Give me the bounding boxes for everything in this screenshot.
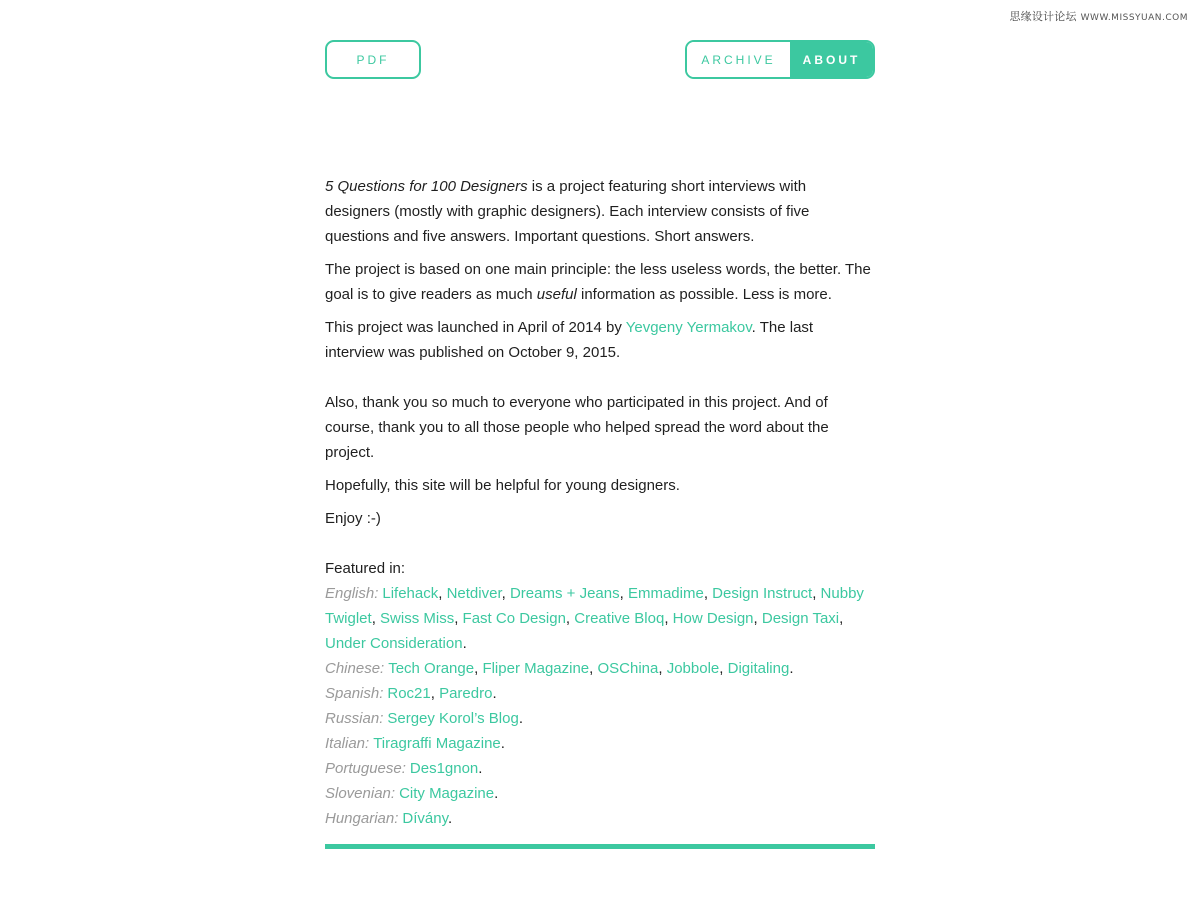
project-title: 5 Questions for 100 Designers — [325, 178, 528, 195]
featured-outlet-link[interactable]: Paredro — [439, 685, 493, 702]
pdf-button[interactable]: PDF — [325, 40, 421, 79]
featured-outlet-link[interactable]: Swiss Miss — [380, 610, 455, 627]
featured-outlet-link[interactable]: Lifehack — [382, 585, 439, 602]
hope-paragraph: Hopefully, this site will be helpful for young designers. — [325, 477, 680, 494]
featured-section — [325, 556, 875, 831]
featured-outlet-link[interactable]: Under Consideration — [325, 635, 463, 652]
watermark-text: 思缘设计论坛 — [1009, 10, 1077, 23]
featured-outlet-link[interactable]: Fliper Magazine — [482, 660, 590, 677]
bottom-divider — [325, 844, 875, 849]
featured-row: Italian: Tiragraffi Magazine. — [325, 735, 505, 752]
useful-emphasis: useful — [536, 286, 577, 303]
top-navigation — [325, 40, 875, 79]
watermark — [1009, 8, 1188, 24]
featured-row: Hungarian: Dívány. — [325, 810, 453, 827]
featured-language: English: — [325, 585, 379, 602]
featured-outlet-link[interactable]: Tiragraffi Magazine — [373, 735, 501, 752]
launch-paragraph — [325, 315, 875, 365]
featured-outlet-link[interactable]: Fast Co Design — [462, 610, 566, 627]
featured-row: Spanish: Roc21, Paredro. — [325, 685, 497, 702]
featured-outlet-link[interactable]: Nubby Twiglet — [325, 585, 864, 627]
featured-outlet-link[interactable]: OSChina — [597, 660, 659, 677]
featured-row: Chinese: Tech Orange, Fliper Magazine, OSChina, Jobbole, Digitaling. — [325, 660, 794, 677]
featured-language: Spanish: — [325, 685, 384, 702]
featured-language: Hungarian: — [325, 810, 399, 827]
featured-outlet-link[interactable]: Tech Orange — [388, 660, 475, 677]
featured-outlet-link[interactable]: Dreams + Jeans — [509, 585, 620, 602]
launch-text-end: . The last interview was published on October 9, 2015. — [325, 319, 814, 361]
featured-outlet-link[interactable]: Roc21 — [387, 685, 431, 702]
featured-language: Portuguese: — [325, 760, 406, 777]
featured-row: English: Lifehack, Netdiver, Dreams + Jeans, Emmadime, Design Instruct, Nubby Twiglet, Swiss Miss, Fast Co Design, Creative Bloq, How Design, Design Taxi, Under Consideration. — [325, 585, 864, 652]
featured-outlet-link[interactable]: City Magazine — [399, 785, 495, 802]
enjoy-paragraph: Enjoy :-) — [325, 510, 381, 527]
featured-row: Russian: Sergey Korol’s Blog. — [325, 710, 523, 727]
featured-outlet-link[interactable]: Netdiver — [446, 585, 502, 602]
intro-paragraph-text: is a project featuring short interviews with designers (mostly with graphic designers). Each interview consists of five questions and five answers. Important questions. Short answers. — [325, 178, 810, 245]
featured-language: Chinese: — [325, 660, 385, 677]
thanks-paragraph: Also, thank you so much to everyone who participated in this project. And of course, thank you to all those people who helped spread the word about the project. — [325, 394, 829, 461]
about-content — [325, 174, 875, 831]
author-link[interactable]: Yevgeny Yermakov — [625, 319, 752, 336]
featured-outlet-link[interactable]: Digitaling — [727, 660, 790, 677]
featured-language: Slovenian: — [325, 785, 396, 802]
principle-paragraph — [325, 257, 875, 307]
intro-paragraph — [325, 174, 875, 249]
featured-language: Italian: — [325, 735, 370, 752]
featured-row: Slovenian: City Magazine. — [325, 785, 499, 802]
principle-text-end: information as possible. Less is more. — [576, 286, 832, 303]
featured-outlet-link[interactable]: Des1gnon — [409, 760, 479, 777]
tab-about[interactable]: ABOUT — [790, 42, 873, 77]
principle-text-start: The project is based on one main principle: the less useless words, the better. The goal is to give readers as much — [325, 261, 871, 303]
featured-row: Portuguese: Des1gnon. — [325, 760, 483, 777]
section-tabs — [685, 40, 875, 79]
featured-outlet-link[interactable]: Creative Bloq — [574, 610, 665, 627]
watermark-url: WWW.MISSYUAN.COM — [1080, 13, 1188, 23]
featured-outlet-link[interactable]: Jobbole — [666, 660, 720, 677]
featured-list — [325, 581, 875, 831]
featured-outlet-link[interactable]: Emmadime — [627, 585, 704, 602]
featured-language: Russian: — [325, 710, 384, 727]
featured-outlet-link[interactable]: How Design — [672, 610, 754, 627]
featured-outlet-link[interactable]: Sergey Korol’s Blog — [387, 710, 519, 727]
featured-outlet-link[interactable]: Design Taxi — [761, 610, 840, 627]
featured-outlet-link[interactable]: Design Instruct — [712, 585, 813, 602]
featured-outlet-link[interactable]: Dívány — [402, 810, 448, 827]
featured-heading: Featured in: — [325, 560, 406, 577]
launch-text-start: This project was launched in April of 2014 by — [325, 319, 626, 336]
tab-archive[interactable]: ARCHIVE — [687, 42, 790, 77]
